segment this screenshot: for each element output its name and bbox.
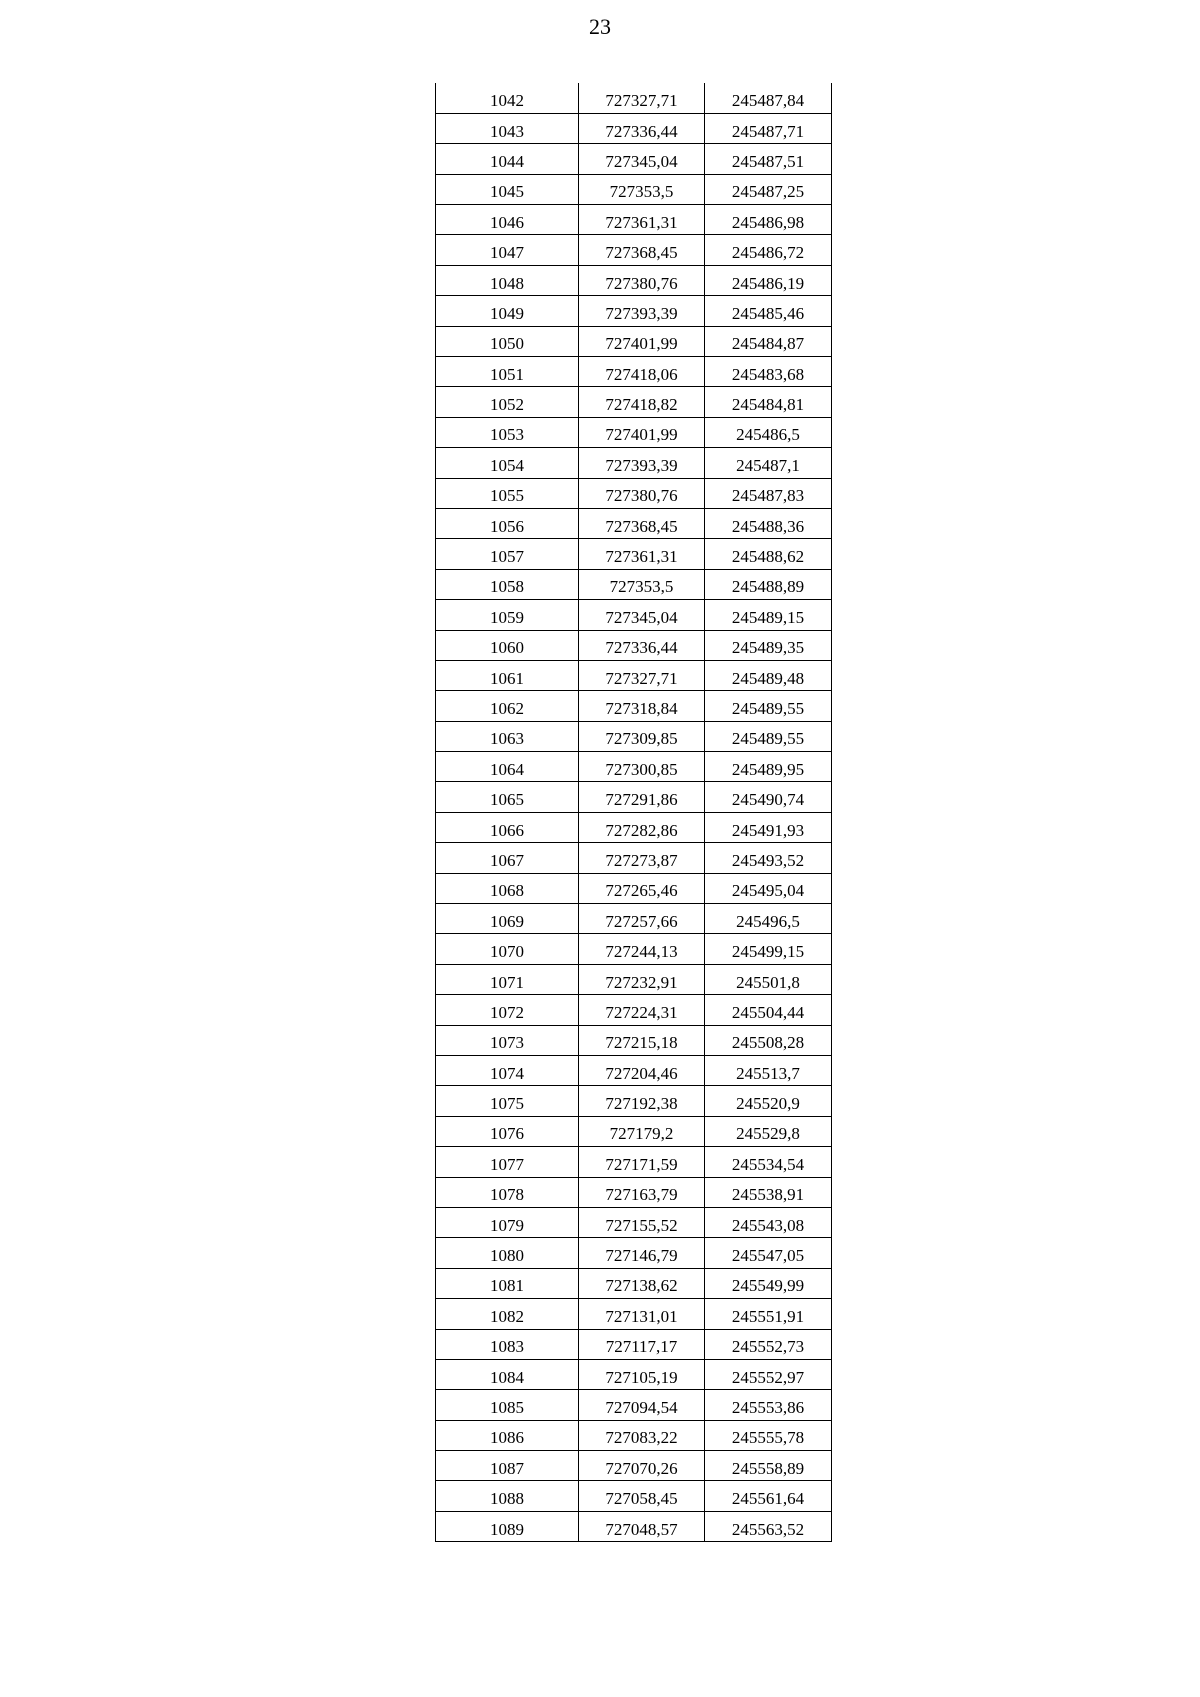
table-row [436, 478, 832, 508]
y-coordinate-cell: 245508,28 [705, 1025, 832, 1055]
x-coordinate-cell: 727171,59 [579, 1147, 705, 1177]
table-row [436, 205, 832, 235]
point-number-cell: 1065 [436, 782, 579, 812]
table-row [436, 448, 832, 478]
x-coordinate-cell: 727257,66 [579, 904, 705, 934]
y-coordinate-cell: 245488,36 [705, 508, 832, 538]
x-coordinate-cell: 727232,91 [579, 964, 705, 994]
y-coordinate-cell: 245488,62 [705, 539, 832, 569]
x-coordinate-cell: 727146,79 [579, 1238, 705, 1268]
x-coordinate-cell: 727380,76 [579, 265, 705, 295]
y-coordinate-cell: 245561,64 [705, 1481, 832, 1511]
x-coordinate-cell: 727138,62 [579, 1268, 705, 1298]
table-row [436, 1238, 832, 1268]
table-row [436, 660, 832, 690]
x-coordinate-cell: 727265,46 [579, 873, 705, 903]
y-coordinate-cell: 245534,54 [705, 1147, 832, 1177]
point-number-cell: 1088 [436, 1481, 579, 1511]
table-row [436, 1420, 832, 1450]
point-number-cell: 1052 [436, 387, 579, 417]
y-coordinate-cell: 245547,05 [705, 1238, 832, 1268]
table-row [436, 600, 832, 630]
point-number-cell: 1083 [436, 1329, 579, 1359]
x-coordinate-cell: 727131,01 [579, 1299, 705, 1329]
point-number-cell: 1047 [436, 235, 579, 265]
point-number-cell: 1089 [436, 1511, 579, 1541]
point-number-cell: 1043 [436, 113, 579, 143]
y-coordinate-cell: 245504,44 [705, 995, 832, 1025]
x-coordinate-cell: 727273,87 [579, 843, 705, 873]
y-coordinate-cell: 245486,5 [705, 417, 832, 447]
point-number-cell: 1079 [436, 1207, 579, 1237]
x-coordinate-cell: 727368,45 [579, 508, 705, 538]
table-row [436, 265, 832, 295]
x-coordinate-cell: 727318,84 [579, 691, 705, 721]
table-row [436, 812, 832, 842]
y-coordinate-cell: 245552,73 [705, 1329, 832, 1359]
x-coordinate-cell: 727291,86 [579, 782, 705, 812]
x-coordinate-cell: 727058,45 [579, 1481, 705, 1511]
x-coordinate-cell: 727155,52 [579, 1207, 705, 1237]
x-coordinate-cell: 727215,18 [579, 1025, 705, 1055]
point-number-cell: 1071 [436, 964, 579, 994]
x-coordinate-cell: 727192,38 [579, 1086, 705, 1116]
y-coordinate-cell: 245496,5 [705, 904, 832, 934]
x-coordinate-cell: 727179,2 [579, 1116, 705, 1146]
y-coordinate-cell: 245520,9 [705, 1086, 832, 1116]
point-number-cell: 1051 [436, 357, 579, 387]
point-number-cell: 1058 [436, 569, 579, 599]
y-coordinate-cell: 245489,55 [705, 721, 832, 751]
point-number-cell: 1061 [436, 660, 579, 690]
point-number-cell: 1064 [436, 752, 579, 782]
x-coordinate-cell: 727418,06 [579, 357, 705, 387]
x-coordinate-cell: 727353,5 [579, 174, 705, 204]
y-coordinate-cell: 245489,15 [705, 600, 832, 630]
x-coordinate-cell: 727070,26 [579, 1451, 705, 1481]
table-row [436, 296, 832, 326]
x-coordinate-cell: 727083,22 [579, 1420, 705, 1450]
point-number-cell: 1049 [436, 296, 579, 326]
point-number-cell: 1086 [436, 1420, 579, 1450]
y-coordinate-cell: 245553,86 [705, 1390, 832, 1420]
y-coordinate-cell: 245489,55 [705, 691, 832, 721]
table-row [436, 1390, 832, 1420]
point-number-cell: 1042 [436, 83, 579, 113]
table-row [436, 1451, 832, 1481]
x-coordinate-cell: 727336,44 [579, 113, 705, 143]
x-coordinate-cell: 727345,04 [579, 600, 705, 630]
y-coordinate-cell: 245487,1 [705, 448, 832, 478]
table-row [436, 873, 832, 903]
table-row [436, 508, 832, 538]
y-coordinate-cell: 245487,51 [705, 144, 832, 174]
table-row [436, 113, 832, 143]
y-coordinate-cell: 245538,91 [705, 1177, 832, 1207]
table-row [436, 964, 832, 994]
table-row [436, 1056, 832, 1086]
point-number-cell: 1056 [436, 508, 579, 538]
point-number-cell: 1087 [436, 1451, 579, 1481]
y-coordinate-cell: 245563,52 [705, 1511, 832, 1541]
y-coordinate-cell: 245488,89 [705, 569, 832, 599]
page-number: 23 [589, 14, 611, 39]
y-coordinate-cell: 245493,52 [705, 843, 832, 873]
x-coordinate-cell: 727401,99 [579, 326, 705, 356]
y-coordinate-cell: 245489,35 [705, 630, 832, 660]
point-number-cell: 1067 [436, 843, 579, 873]
y-coordinate-cell: 245484,81 [705, 387, 832, 417]
point-number-cell: 1084 [436, 1359, 579, 1389]
y-coordinate-cell: 245484,87 [705, 326, 832, 356]
point-number-cell: 1078 [436, 1177, 579, 1207]
x-coordinate-cell: 727345,04 [579, 144, 705, 174]
x-coordinate-cell: 727327,71 [579, 660, 705, 690]
y-coordinate-cell: 245487,84 [705, 83, 832, 113]
point-number-cell: 1077 [436, 1147, 579, 1177]
table-row [436, 721, 832, 751]
point-number-cell: 1074 [436, 1056, 579, 1086]
table-row [436, 1481, 832, 1511]
y-coordinate-cell: 245543,08 [705, 1207, 832, 1237]
point-number-cell: 1085 [436, 1390, 579, 1420]
table-row [436, 1359, 832, 1389]
table-row [436, 144, 832, 174]
point-number-cell: 1057 [436, 539, 579, 569]
point-number-cell: 1054 [436, 448, 579, 478]
x-coordinate-cell: 727282,86 [579, 812, 705, 842]
x-coordinate-cell: 727300,85 [579, 752, 705, 782]
y-coordinate-cell: 245486,98 [705, 205, 832, 235]
table-row [436, 1025, 832, 1055]
point-number-cell: 1044 [436, 144, 579, 174]
coordinates-table [435, 83, 832, 1542]
x-coordinate-cell: 727105,19 [579, 1359, 705, 1389]
table-row [436, 843, 832, 873]
y-coordinate-cell: 245555,78 [705, 1420, 832, 1450]
y-coordinate-cell: 245558,89 [705, 1451, 832, 1481]
coordinates-table-body [436, 83, 832, 1542]
point-number-cell: 1059 [436, 600, 579, 630]
y-coordinate-cell: 245491,93 [705, 812, 832, 842]
point-number-cell: 1045 [436, 174, 579, 204]
x-coordinate-cell: 727048,57 [579, 1511, 705, 1541]
x-coordinate-cell: 727244,13 [579, 934, 705, 964]
y-coordinate-cell: 245489,48 [705, 660, 832, 690]
x-coordinate-cell: 727393,39 [579, 448, 705, 478]
x-coordinate-cell: 727418,82 [579, 387, 705, 417]
table-row [436, 83, 832, 113]
y-coordinate-cell: 245551,91 [705, 1299, 832, 1329]
table-row [436, 417, 832, 447]
y-coordinate-cell: 245487,71 [705, 113, 832, 143]
point-number-cell: 1053 [436, 417, 579, 447]
point-number-cell: 1068 [436, 873, 579, 903]
table-row [436, 995, 832, 1025]
table-row [436, 1116, 832, 1146]
y-coordinate-cell: 245490,74 [705, 782, 832, 812]
x-coordinate-cell: 727368,45 [579, 235, 705, 265]
x-coordinate-cell: 727224,31 [579, 995, 705, 1025]
x-coordinate-cell: 727353,5 [579, 569, 705, 599]
y-coordinate-cell: 245552,97 [705, 1359, 832, 1389]
y-coordinate-cell: 245486,72 [705, 235, 832, 265]
y-coordinate-cell: 245495,04 [705, 873, 832, 903]
table-row [436, 1329, 832, 1359]
x-coordinate-cell: 727361,31 [579, 205, 705, 235]
y-coordinate-cell: 245486,19 [705, 265, 832, 295]
table-row [436, 1177, 832, 1207]
table-row [436, 387, 832, 417]
point-number-cell: 1060 [436, 630, 579, 660]
table-row [436, 326, 832, 356]
point-number-cell: 1070 [436, 934, 579, 964]
x-coordinate-cell: 727393,39 [579, 296, 705, 326]
table-row [436, 1147, 832, 1177]
y-coordinate-cell: 245499,15 [705, 934, 832, 964]
point-number-cell: 1048 [436, 265, 579, 295]
table-row [436, 691, 832, 721]
table-row [436, 630, 832, 660]
y-coordinate-cell: 245487,25 [705, 174, 832, 204]
point-number-cell: 1081 [436, 1268, 579, 1298]
x-coordinate-cell: 727163,79 [579, 1177, 705, 1207]
point-number-cell: 1082 [436, 1299, 579, 1329]
table-row [436, 934, 832, 964]
y-coordinate-cell: 245485,46 [705, 296, 832, 326]
table-row [436, 539, 832, 569]
table-row [436, 904, 832, 934]
y-coordinate-cell: 245489,95 [705, 752, 832, 782]
table-row [436, 1511, 832, 1541]
table-row [436, 1268, 832, 1298]
y-coordinate-cell: 245513,7 [705, 1056, 832, 1086]
table-row [436, 1299, 832, 1329]
table-row [436, 782, 832, 812]
y-coordinate-cell: 245487,83 [705, 478, 832, 508]
table-row [436, 1207, 832, 1237]
y-coordinate-cell: 245483,68 [705, 357, 832, 387]
y-coordinate-cell: 245501,8 [705, 964, 832, 994]
point-number-cell: 1073 [436, 1025, 579, 1055]
point-number-cell: 1066 [436, 812, 579, 842]
x-coordinate-cell: 727204,46 [579, 1056, 705, 1086]
point-number-cell: 1050 [436, 326, 579, 356]
table-row [436, 235, 832, 265]
table-row [436, 174, 832, 204]
y-coordinate-cell: 245529,8 [705, 1116, 832, 1146]
point-number-cell: 1063 [436, 721, 579, 751]
point-number-cell: 1046 [436, 205, 579, 235]
point-number-cell: 1076 [436, 1116, 579, 1146]
x-coordinate-cell: 727401,99 [579, 417, 705, 447]
y-coordinate-cell: 245549,99 [705, 1268, 832, 1298]
point-number-cell: 1069 [436, 904, 579, 934]
x-coordinate-cell: 727094,54 [579, 1390, 705, 1420]
x-coordinate-cell: 727309,85 [579, 721, 705, 751]
x-coordinate-cell: 727361,31 [579, 539, 705, 569]
point-number-cell: 1075 [436, 1086, 579, 1116]
x-coordinate-cell: 727327,71 [579, 83, 705, 113]
table-row [436, 752, 832, 782]
table-row [436, 357, 832, 387]
point-number-cell: 1080 [436, 1238, 579, 1268]
table-row [436, 569, 832, 599]
point-number-cell: 1055 [436, 478, 579, 508]
table-row [436, 1086, 832, 1116]
x-coordinate-cell: 727336,44 [579, 630, 705, 660]
point-number-cell: 1072 [436, 995, 579, 1025]
point-number-cell: 1062 [436, 691, 579, 721]
x-coordinate-cell: 727117,17 [579, 1329, 705, 1359]
x-coordinate-cell: 727380,76 [579, 478, 705, 508]
